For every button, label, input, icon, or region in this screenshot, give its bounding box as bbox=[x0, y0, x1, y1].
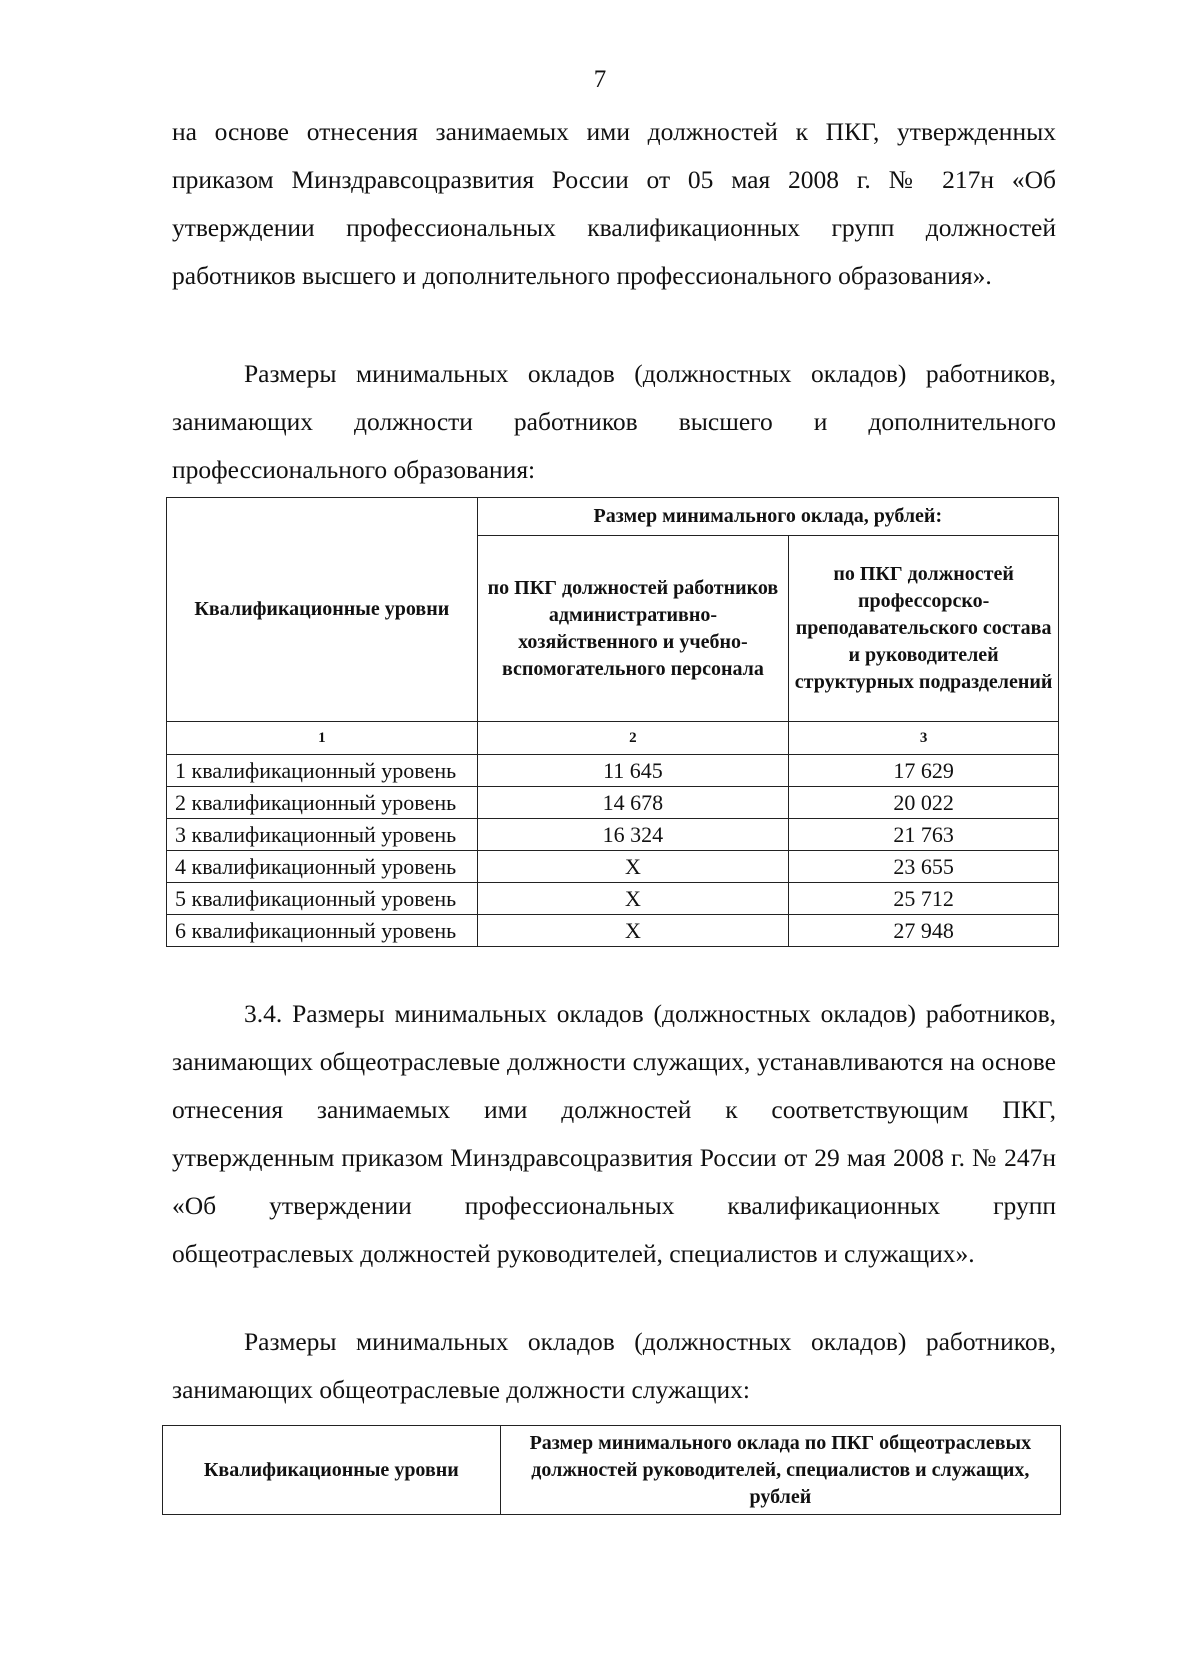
salary-teaching: 17 629 bbox=[789, 755, 1059, 787]
qualification-level: 3 квалификационный уровень bbox=[167, 819, 478, 851]
header-admin-staff: по ПКГ должностей работников административно-хозяйственного и учебно-вспомогательного персонала bbox=[477, 536, 789, 722]
qualification-level: 4 квалификационный уровень bbox=[167, 851, 478, 883]
salary-admin: 14 678 bbox=[477, 787, 789, 819]
paragraph-section-3-4: 3.4. Размеры минимальных окладов (должностных окладов) работников, занимающих общеотраслевые должности служащих, устанавливаются на основе отнесения занимаемых ими должностей к соответствующим ПКГ, утвержденным приказом Минздравсоцразвития России от 29 мая 2008 г. № 247н «Об утверждении профессиональных квалификационных групп общеотраслевых должностей руководителей, специалистов и служащих». bbox=[172, 999, 1056, 1268]
qualification-level: 1 квалификационный уровень bbox=[167, 755, 478, 787]
salary-admin: 11 645 bbox=[477, 755, 789, 787]
header-qualification-levels: Квалификационные уровни bbox=[167, 498, 478, 722]
table-row bbox=[167, 819, 1059, 851]
qualification-level: 2 квалификационный уровень bbox=[167, 787, 478, 819]
paragraph-table2-caption: Размеры минимальных окладов (должностных окладов) работников, занимающих общеотраслевые должности служащих: bbox=[172, 1327, 1056, 1404]
salary-teaching: 23 655 bbox=[789, 851, 1059, 883]
salary-teaching: 27 948 bbox=[789, 915, 1059, 947]
table-row bbox=[167, 851, 1059, 883]
column-number: 2 bbox=[477, 722, 789, 755]
table-row bbox=[167, 787, 1059, 819]
header-salary-size: Размер минимального оклада, рублей: bbox=[477, 498, 1058, 536]
salary-teaching: 21 763 bbox=[789, 819, 1059, 851]
salary-teaching: 25 712 bbox=[789, 883, 1059, 915]
header-qualification-levels: Квалификационные уровни bbox=[163, 1426, 501, 1515]
salary-admin: Х bbox=[477, 883, 789, 915]
salary-table-higher-education bbox=[166, 497, 1059, 947]
header-salary-size: Размер минимального оклада по ПКГ общеотраслевых должностей руководителей, специалистов и служащих, рублей bbox=[500, 1426, 1060, 1515]
paragraph-intro: на основе отнесения занимаемых ими должностей к ПКГ, утвержденных приказом Минздравсоцразвития России от 05 мая 2008 г. № 217н «Об утверждении профессиональных квалификационных групп должностей работников высшего и дополнительного профессионального образования». bbox=[172, 117, 1056, 290]
column-number: 1 bbox=[167, 722, 478, 755]
page-number: 7 bbox=[593, 66, 607, 93]
salary-teaching: 20 022 bbox=[789, 787, 1059, 819]
header-teaching-staff: по ПКГ должностей профессорско-преподавательского состава и руководителей структурных подразделений bbox=[789, 536, 1059, 722]
salary-admin: Х bbox=[477, 915, 789, 947]
qualification-level: 6 квалификационный уровень bbox=[167, 915, 478, 947]
salary-admin: 16 324 bbox=[477, 819, 789, 851]
qualification-level: 5 квалификационный уровень bbox=[167, 883, 478, 915]
salary-admin: Х bbox=[477, 851, 789, 883]
column-numbers-row bbox=[167, 722, 1059, 755]
table-row bbox=[167, 755, 1059, 787]
column-number: 3 bbox=[789, 722, 1059, 755]
table-row bbox=[167, 915, 1059, 947]
salary-table-general-positions bbox=[162, 1425, 1061, 1515]
table-row bbox=[167, 883, 1059, 915]
paragraph-table1-caption: Размеры минимальных окладов (должностных окладов) работников, занимающих должности работников высшего и дополнительного профессионального образования: bbox=[172, 359, 1056, 484]
